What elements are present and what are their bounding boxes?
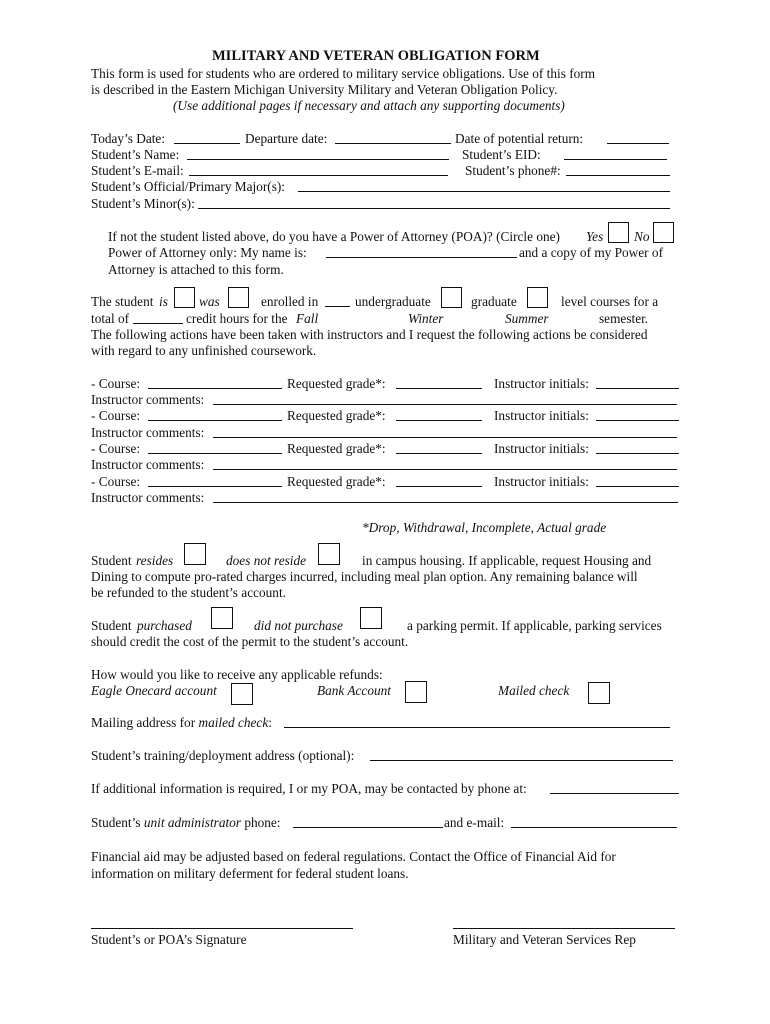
instructor-initials-label: Instructor initials:: [494, 441, 589, 456]
graduate-label: graduate: [471, 294, 517, 309]
poa-yes-checkbox[interactable]: [608, 222, 629, 243]
semester-label: semester.: [599, 311, 649, 326]
winter-option[interactable]: Winter: [408, 311, 444, 326]
credit-hours-field[interactable]: [133, 323, 183, 324]
refund-question: How would you like to receive any applicable refunds:: [91, 667, 383, 682]
minor-field[interactable]: [198, 208, 670, 209]
instructor-initials-field[interactable]: [596, 420, 679, 421]
instructor-comments-label: Instructor comments:: [91, 392, 205, 407]
purchased-checkbox[interactable]: [211, 607, 233, 629]
instructor-initials-field[interactable]: [596, 486, 679, 487]
unit-admin-email-label: and e-mail:: [444, 815, 505, 830]
student-signature-line[interactable]: [91, 928, 353, 929]
does-not-reside-checkbox[interactable]: [318, 543, 340, 565]
actions-text: The following actions have been taken with instructors and I request the following actions be considered: [91, 327, 648, 342]
mailed-check-label: Mailed check: [498, 683, 570, 698]
poa-name-label: Power of Attorney only: My name is:: [108, 245, 307, 260]
housing-text: Dining to compute pro-rated charges incurred, including meal plan option. Any remaining balance will: [91, 569, 638, 584]
course-field[interactable]: [148, 388, 282, 389]
major-label: Student’s Official/Primary Major(s):: [91, 179, 286, 194]
student-signature-label: Student’s or POA’s Signature: [91, 932, 247, 947]
did-not-purchase-label: did not purchase: [254, 618, 343, 633]
minor-label: Student’s Minor(s):: [91, 196, 195, 211]
mailing-address-colon: :: [268, 715, 272, 730]
departure-date-field[interactable]: [335, 143, 451, 144]
financial-aid-text: information on military deferment for federal student loans.: [91, 866, 409, 881]
resides-label: resides: [136, 553, 174, 568]
requested-grade-field[interactable]: [396, 420, 482, 421]
mailing-address-field[interactable]: [284, 727, 670, 728]
purchased-label: purchased: [137, 618, 192, 633]
poa-yes-label: Yes: [586, 229, 604, 244]
unit-admin-student: Student’s: [91, 815, 141, 830]
return-date-field[interactable]: [607, 143, 669, 144]
major-field[interactable]: [298, 191, 670, 192]
requested-grade-field[interactable]: [396, 388, 482, 389]
student-email-label: Student’s E-mail:: [91, 163, 184, 178]
intro-text: This form is used for students who are ordered to military service obligations. Use of this form: [91, 66, 596, 81]
intro-text: is described in the Eastern Michigan University Military and Veteran Obligation Policy.: [91, 82, 558, 97]
parking-text: should credit the cost of the permit to the student’s account.: [91, 634, 409, 649]
return-date-label: Date of potential return:: [455, 131, 584, 146]
instructor-initials-field[interactable]: [596, 388, 679, 389]
parking-text: a parking permit. If applicable, parking services: [407, 618, 662, 633]
course-label: - Course:: [91, 441, 141, 456]
poa-copy-text: and a copy of my Power of: [519, 245, 664, 260]
course-field[interactable]: [148, 453, 282, 454]
housing-student-label: Student: [91, 553, 132, 568]
poa-question: If not the student listed above, do you have a Power of Attorney (POA)? (Circle one): [108, 229, 560, 244]
bank-account-checkbox[interactable]: [405, 681, 427, 703]
requested-grade-label: Requested grade*:: [287, 441, 386, 456]
bank-account-label: Bank Account: [317, 683, 391, 698]
level-courses-text: level courses for a: [561, 294, 659, 309]
housing-text: be refunded to the student’s account.: [91, 585, 286, 600]
unit-admin-text: unit administrator: [143, 815, 241, 830]
enroll-student-label: The student: [91, 294, 154, 309]
eagle-onecard-checkbox[interactable]: [231, 683, 253, 705]
training-address-field[interactable]: [370, 760, 673, 761]
does-not-reside-label: does not reside: [226, 553, 307, 568]
course-field[interactable]: [148, 420, 282, 421]
instructor-comments-field[interactable]: [213, 502, 678, 503]
unit-admin-phone-field[interactable]: [293, 827, 443, 828]
instructor-initials-label: Instructor initials:: [494, 376, 589, 391]
student-phone-field[interactable]: [566, 175, 670, 176]
resides-checkbox[interactable]: [184, 543, 206, 565]
fall-option[interactable]: Fall: [296, 311, 319, 326]
enroll-was-label: was: [199, 294, 220, 309]
course-label: - Course:: [91, 376, 141, 391]
financial-aid-text: Financial aid may be adjusted based on federal regulations. Contact the Office of Financial Aid for: [91, 849, 616, 864]
undergraduate-label: undergraduate: [355, 294, 431, 309]
student-name-field[interactable]: [187, 159, 449, 160]
parking-student-label: Student: [91, 618, 132, 633]
instructor-comments-label: Instructor comments:: [91, 490, 205, 505]
enrolled-in-label: enrolled in: [261, 294, 319, 309]
graduate-checkbox[interactable]: [527, 287, 548, 308]
total-of-label: total of: [91, 311, 130, 326]
mailing-address-prefix: Mailing address for: [91, 715, 196, 730]
undergraduate-checkbox[interactable]: [441, 287, 462, 308]
instructor-comments-field[interactable]: [213, 469, 677, 470]
instructor-initials-label: Instructor initials:: [494, 408, 589, 423]
enrolled-in-field[interactable]: [325, 306, 350, 307]
student-name-label: Student’s Name:: [91, 147, 180, 162]
form-title: MILITARY AND VETERAN OBLIGATION FORM: [212, 48, 540, 64]
unit-admin-phone: phone:: [244, 815, 281, 830]
instructor-comments-field[interactable]: [213, 437, 677, 438]
poa-no-checkbox[interactable]: [653, 222, 674, 243]
rep-signature-line[interactable]: [453, 928, 675, 929]
housing-text: in campus housing. If applicable, request Housing and: [362, 553, 652, 568]
unit-admin-phone-label: [91, 815, 281, 831]
requested-grade-label: Requested grade*:: [287, 408, 386, 423]
requested-grade-label: Requested grade*:: [287, 474, 386, 489]
departure-date-label: Departure date:: [245, 131, 328, 146]
contact-phone-label: If additional information is required, I or my POA, may be contacted by phone at:: [91, 781, 527, 796]
intro-note: (Use additional pages if necessary and attach any supporting documents): [173, 98, 565, 113]
rep-signature-label: Military and Veteran Services Rep: [453, 932, 636, 947]
student-phone-label: Student’s phone#:: [465, 163, 561, 178]
enroll-is-checkbox[interactable]: [174, 287, 195, 308]
todays-date-field[interactable]: [174, 143, 240, 144]
summer-option[interactable]: Summer: [505, 311, 549, 326]
student-eid-label: Student’s EID:: [462, 147, 541, 162]
mailing-address-label: [91, 715, 272, 731]
instructor-comments-label: Instructor comments:: [91, 457, 205, 472]
student-email-field[interactable]: [189, 175, 448, 176]
instructor-initials-field[interactable]: [596, 453, 679, 454]
grade-footnote: *Drop, Withdrawal, Incomplete, Actual grade: [362, 520, 607, 535]
credit-hours-label: credit hours for the: [186, 311, 288, 326]
actions-text: with regard to any unfinished coursework.: [91, 343, 317, 358]
instructor-initials-label: Instructor initials:: [494, 474, 589, 489]
course-field[interactable]: [148, 486, 282, 487]
did-not-purchase-checkbox[interactable]: [360, 607, 382, 629]
instructor-comments-label: Instructor comments:: [91, 425, 205, 440]
student-eid-field[interactable]: [564, 159, 667, 160]
unit-admin-email-field[interactable]: [511, 827, 677, 828]
training-address-label: Student’s training/deployment address (optional):: [91, 748, 355, 763]
enroll-was-checkbox[interactable]: [228, 287, 249, 308]
enroll-is-label: is: [159, 294, 168, 309]
poa-attached-text: Attorney is attached to this form.: [108, 262, 284, 277]
mailed-check-checkbox[interactable]: [588, 682, 610, 704]
poa-name-field[interactable]: [326, 257, 517, 258]
course-label: - Course:: [91, 474, 141, 489]
course-label: - Course:: [91, 408, 141, 423]
poa-no-label: No: [634, 229, 650, 244]
requested-grade-field[interactable]: [396, 486, 482, 487]
contact-phone-field[interactable]: [550, 793, 679, 794]
requested-grade-field[interactable]: [396, 453, 482, 454]
requested-grade-label: Requested grade*:: [287, 376, 386, 391]
todays-date-label: Today’s Date:: [91, 131, 166, 146]
eagle-onecard-label: Eagle Onecard account: [91, 683, 217, 698]
mailing-address-mailed-check: mailed check: [198, 715, 269, 730]
instructor-comments-field[interactable]: [213, 404, 677, 405]
